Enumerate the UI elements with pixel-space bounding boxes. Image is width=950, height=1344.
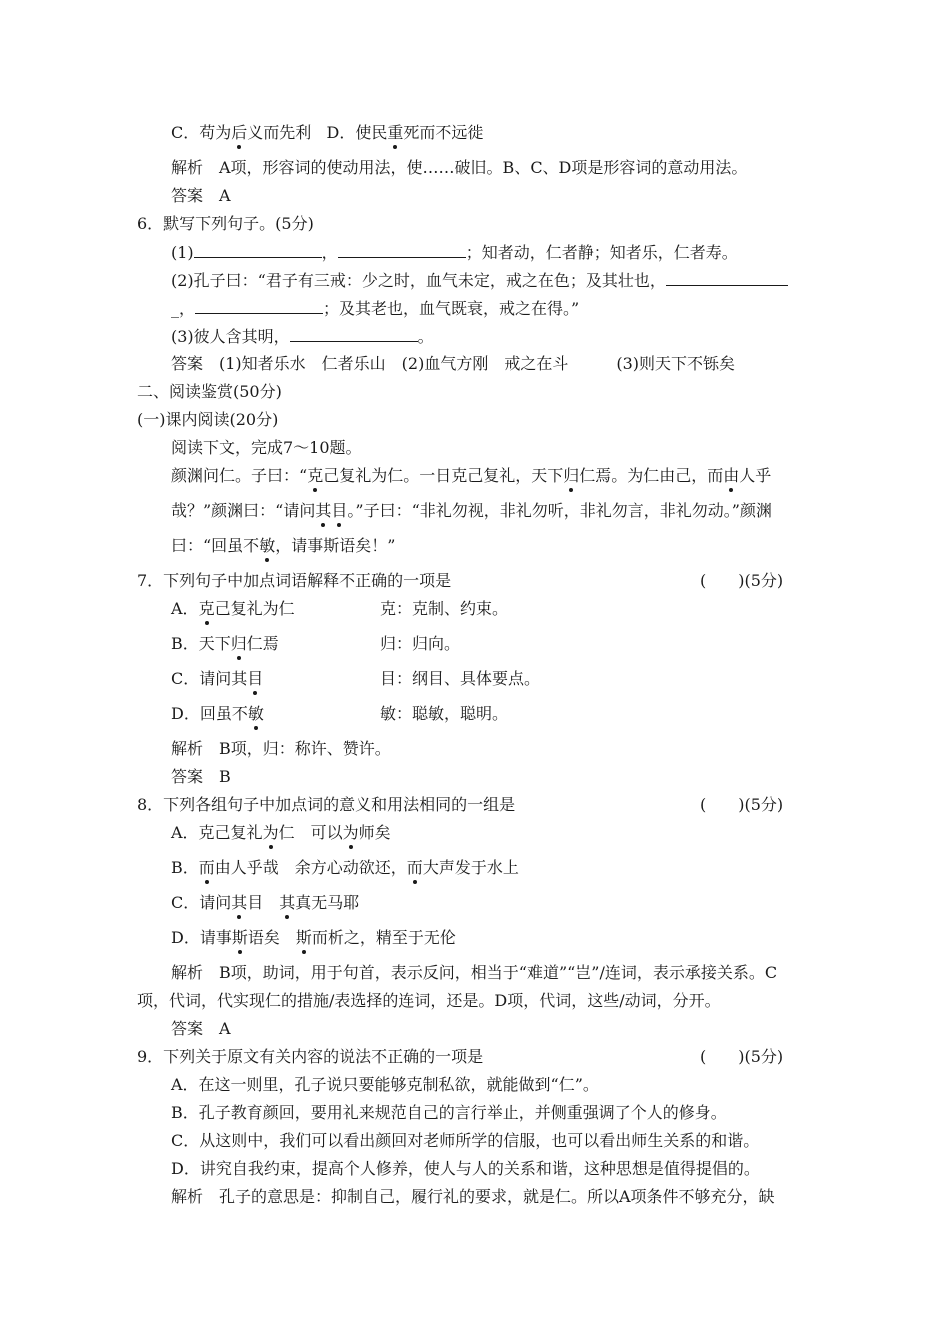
q7-option-c xyxy=(171,668,811,690)
q7-option-b xyxy=(171,633,811,655)
section-heading: 二、阅读鉴赏(50分) xyxy=(137,382,282,401)
fill-blank xyxy=(290,325,418,342)
dotted-char: 为 xyxy=(342,823,359,842)
q9-title: 9．下列关于原文有关内容的说法不正确的一项是 xyxy=(137,1047,484,1066)
passage-text: 。”子曰：“非礼勿视，非礼勿听，非礼勿言，非礼勿动。”颜渊 xyxy=(347,501,772,520)
dotted-char: 其 xyxy=(279,893,296,912)
reading-instruction: 阅读下文，完成7～10题。 xyxy=(171,438,362,457)
q9-score: ( )(5分) xyxy=(700,1047,784,1066)
passage-line xyxy=(171,535,395,557)
fill-blank xyxy=(194,241,322,258)
dotted-char: 敏 xyxy=(259,536,276,555)
dotted-char: 归 xyxy=(230,634,247,653)
q6-text: ；知者动，仁者静；知者乐，仁者寿。 xyxy=(465,243,738,262)
subsection-heading: (一)课内阅读(20分) xyxy=(137,410,279,429)
q7-option-d xyxy=(171,703,811,725)
option-explanation: 目：纲目、具体要点。 xyxy=(380,669,541,688)
q6-text: 。 xyxy=(417,327,434,346)
q5-options-cd xyxy=(171,122,483,144)
q8-answer: 答案 A xyxy=(171,1019,231,1038)
passage-text: 曰：“回虽不 xyxy=(171,536,260,555)
option-text: 真无马耶 xyxy=(295,893,360,912)
dotted-char: 其 xyxy=(315,501,332,520)
q8-option-b xyxy=(171,857,519,879)
passage-text: 哉？”颜渊曰：“请问 xyxy=(171,501,316,520)
q8-option-d xyxy=(171,927,456,949)
q6-text: _， xyxy=(171,299,196,318)
q7-score: ( )(5分) xyxy=(700,571,784,590)
q6-text: (2)孔子曰：“君子有三戒：少之时，血气未定，戒之在色；及其壮也， xyxy=(171,271,666,290)
fill-blank xyxy=(666,269,788,286)
option-c-text-rest: 义而先利 xyxy=(247,123,312,142)
q8-option-c xyxy=(171,892,359,914)
option-d-text: D．使民 xyxy=(326,123,388,142)
q6-title: 6．默写下列句子。(5分) xyxy=(137,214,314,233)
fill-blank xyxy=(338,241,466,258)
option-text: 仁焉 xyxy=(246,634,279,653)
dotted-char: 其 xyxy=(231,893,248,912)
option-text: 己复礼为仁 xyxy=(214,599,295,618)
q9-option-c: C．从这则中，我们可以看出颜回对老师所学的信服，也可以看出师生关系的和谐。 xyxy=(171,1131,760,1150)
q6-line2 xyxy=(171,269,788,291)
q7-analysis: 解析 B项，归：称许、赞许。 xyxy=(171,739,391,758)
passage-line xyxy=(171,500,772,522)
dotted-char: 斯 xyxy=(231,928,248,947)
q6-text: ；及其老也，血气既衰，戒之在得。” xyxy=(323,299,580,318)
passage-text: ，请事斯语矣！” xyxy=(275,536,396,555)
option-label: A． xyxy=(171,599,199,618)
option-label: D．回虽不 xyxy=(171,704,248,723)
q7-title: 7．下列句子中加点词语解释不正确的一项是 xyxy=(137,571,452,590)
q8-option-a xyxy=(171,822,391,844)
dotted-char: 而 xyxy=(406,858,423,877)
passage-line xyxy=(171,465,771,487)
q8-score: ( )(5分) xyxy=(700,795,784,814)
q6-label: (1) xyxy=(171,243,194,262)
q5-answer: 答案 A xyxy=(171,186,231,205)
dotted-char: 而 xyxy=(198,858,215,877)
dotted-char: 克 xyxy=(198,599,215,618)
q8-title: 8．下列各组句子中加点词的意义和用法相同的一组是 xyxy=(137,795,516,814)
q9-analysis: 解析 孔子的意思是：抑制自己，履行礼的要求，就是仁。所以A项条件不够充分，缺 xyxy=(171,1187,775,1206)
dotted-char: 重 xyxy=(387,123,404,142)
q9-option-d: D．讲究自我约束，提高个人修养，使人与人的关系和谐，这种思想是值得提倡的。 xyxy=(171,1159,760,1178)
option-explanation: 克：克制、约束。 xyxy=(380,599,509,618)
option-d-text-rest: 死而不远徙 xyxy=(403,123,484,142)
dotted-char: 为 xyxy=(262,823,279,842)
option-explanation: 归：归向。 xyxy=(380,634,461,653)
q6-line1 xyxy=(171,241,738,263)
q6-answer: 答案 (1)知者乐水 仁者乐山 (2)血气方刚 戒之在斗 (3)则天下不铄矣 xyxy=(171,354,735,373)
option-text: D．请事 xyxy=(171,928,232,947)
dotted-char: 目 xyxy=(247,669,264,688)
fill-blank xyxy=(195,297,323,314)
dotted-char: 克 xyxy=(307,466,324,485)
q7-answer: 答案 B xyxy=(171,767,231,786)
dotted-char: 由 xyxy=(723,466,740,485)
option-text: 大声发于水上 xyxy=(422,858,519,877)
q6-text: (3)彼人含其明， xyxy=(171,327,290,346)
dotted-char: 斯 xyxy=(295,928,312,947)
q8-analysis-cont: 项，代词，代实现仁的措施/表选择的连词，还是。D项，代词，这些/动词，分开。 xyxy=(137,991,721,1010)
option-text: 由人乎哉 余方心动欲还， xyxy=(214,858,407,877)
option-text: B． xyxy=(171,858,199,877)
q8-analysis: 解析 B项，助词，用于句首，表示反问，相当于“难道”“岂”/连词，表示承接关系。C xyxy=(171,963,778,982)
q6-line4 xyxy=(171,325,434,347)
dotted-char: 敏 xyxy=(247,704,264,723)
q6-sep: ， xyxy=(321,243,338,262)
passage-text: 己复礼为仁。一日克己复礼，天下 xyxy=(323,466,564,485)
option-label: B．天下 xyxy=(171,634,231,653)
q5-analysis: 解析 A项，形容词的使动用法，使……破旧。B、C、D项是形容词的意动用法。 xyxy=(171,158,748,177)
q7-option-a xyxy=(171,598,811,620)
option-text: A．克己复礼 xyxy=(171,823,263,842)
option-text: 仁 可以 xyxy=(278,823,343,842)
dotted-char: 目 xyxy=(331,501,348,520)
option-explanation: 敏：聪敏，聪明。 xyxy=(380,704,509,723)
option-text: C．请问 xyxy=(171,893,232,912)
option-text: 语矣 xyxy=(247,928,296,947)
q9-option-b: B．孔子教育颜回，要用礼来规范自己的言行举止，并侧重强调了个人的修身。 xyxy=(171,1103,727,1122)
q6-line3 xyxy=(171,297,579,319)
option-text: 目 xyxy=(247,893,280,912)
dotted-char: 后 xyxy=(231,123,248,142)
q9-option-a: A．在这一则里，孔子说只要能够克制私欲，就能做到“仁”。 xyxy=(171,1075,599,1094)
passage-text: 人乎 xyxy=(739,466,772,485)
passage-text: 颜渊问仁。子曰：“ xyxy=(171,466,308,485)
option-text: 师矣 xyxy=(358,823,391,842)
passage-text: 仁焉。为仁由己，而 xyxy=(579,466,724,485)
dotted-char: 归 xyxy=(563,466,580,485)
option-c-text: C．苟为 xyxy=(171,123,232,142)
option-text: 而析之，精至于无伦 xyxy=(311,928,456,947)
option-label: C．请问其 xyxy=(171,669,248,688)
